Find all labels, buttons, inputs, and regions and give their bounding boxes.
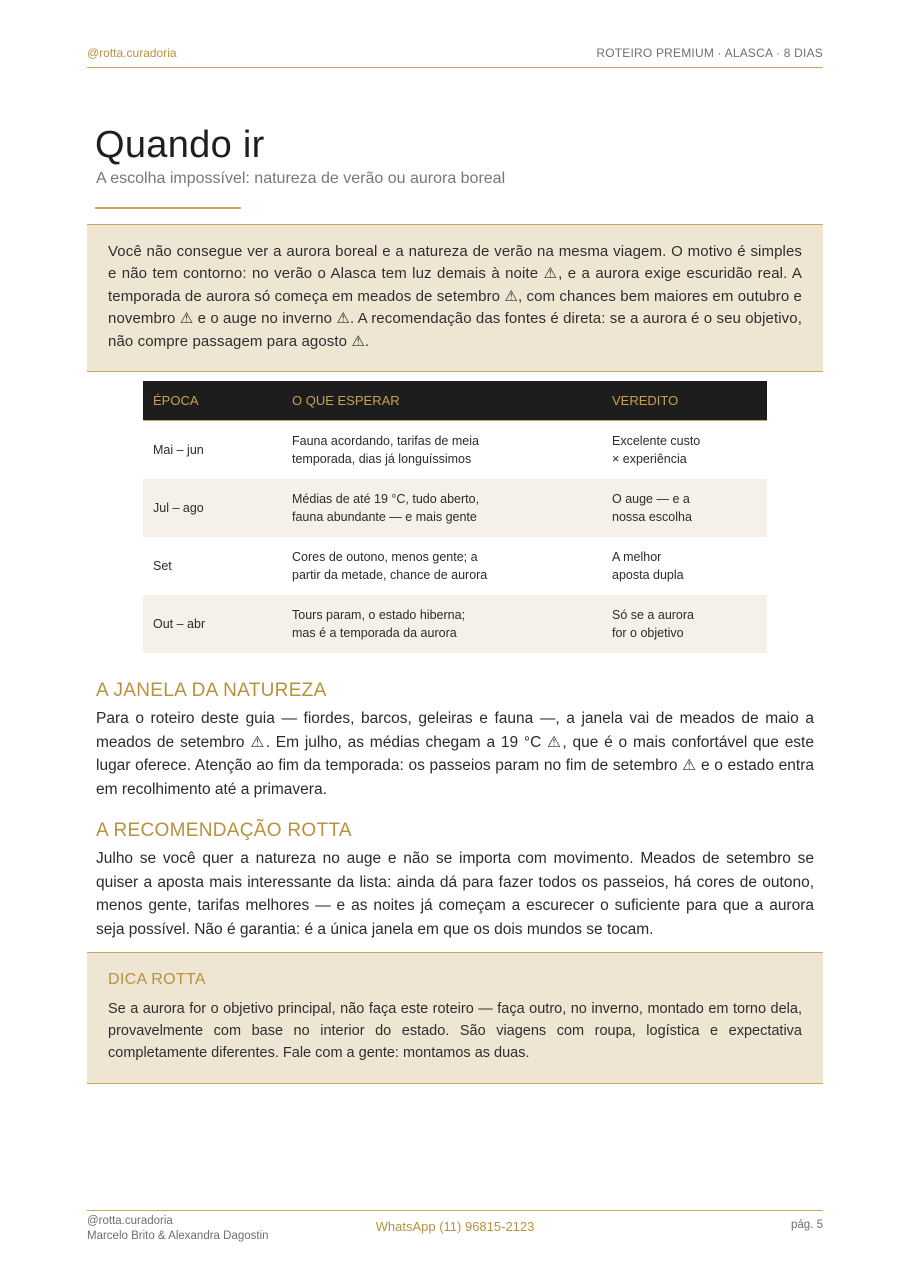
table-header-row [143,381,767,421]
cell-line: Médias de até 19 °C, tudo aberto, [292,491,480,506]
page-title: Quando ir [95,124,265,166]
section-heading-recomendacao: A RECOMENDAÇÃO ROTTA [96,820,352,841]
column-header-epoca: ÉPOCA [143,381,282,421]
cell-line: Fauna acordando, tarifas de meia [292,433,479,448]
column-header-veredito: VEREDITO [602,381,767,421]
cell-line: Tours param, o estado hiberna; [292,607,466,622]
cell-line: Cores de outono, menos gente; a [292,549,478,564]
season-table [143,381,767,653]
cell-epoca: Mai – jun [153,442,204,457]
page-subtitle: A escolha impossível: natureza de verão ou aurora boreal [96,170,506,187]
footer-brand: @rotta.curadoria [87,1215,173,1227]
page-header [87,46,823,68]
section-heading-janela: A JANELA DA NATUREZA [96,680,327,701]
cell-esperar [282,595,602,653]
header-doc-title: ROTEIRO PREMIUM · ALASCA · 8 DIAS [596,46,823,60]
cell-line: temporada, dias já longuíssimos [292,452,472,466]
cell-line: Excelente custo [612,433,701,448]
header-brand: @rotta.curadoria [87,46,177,60]
title-divider [95,207,241,209]
column-header-esperar: O QUE ESPERAR [282,381,602,421]
footer-authors: Marcelo Brito & Alexandra Dagostin [87,1229,269,1242]
intro-box [87,224,823,372]
cell-veredito [602,537,767,595]
cell-esperar [282,537,602,595]
cell-line: O auge — e a [612,491,690,506]
cell-veredito [602,595,767,653]
intro-text: Você não consegue ver a aurora boreal e a natureza de verão na mesma viagem. O motivo é simples e não tem contorno: no verão o Alasca tem luz demais à noite ⚠, e a aurora exige escuridão real. A temporada de aurora só começa em meados de setembro ⚠, com chances bem maiores em outubro e novembro ⚠ e o auge no inverno ⚠. A recomendação das fontes é direta: se a aurora é o seu objetivo, não compre passagem para agosto ⚠. [108,243,802,350]
tip-text: Se a aurora for o objetivo principal, não faça este roteiro — faça outro, no inverno, montado em torno dela, provavelmente com base no interior do estado. São viagens com roupa, logística e expectativa completamente diferentes. Fale com a gente: montamos as duas. [108,1001,802,1061]
cell-line: aposta dupla [612,568,684,582]
cell-veredito [602,479,767,537]
cell-epoca: Jul – ago [143,479,282,537]
cell-line: × experiência [612,452,687,466]
section-text-janela: Para o roteiro deste guia — fiordes, barcos, geleiras e fauna —, a janela vai de meados de maio a meados de setembro ⚠. Em julho, as médias chegam a 19 °C ⚠, que é o mais confortável que este lugar oferece. Atenção ao fim da temporada: os passeios param no fim de setembro ⚠ e o estado entra em recolhimento até a primavera. [96,710,814,798]
page-number: pág. 5 [791,1219,823,1231]
cell-line: fauna abundante — e mais gente [292,510,477,524]
tip-heading: DICA ROTTA [108,971,206,988]
cell-line: A melhor [612,549,662,564]
table-row [143,595,767,653]
cell-line: nossa escolha [612,510,692,524]
cell-veredito [602,421,767,480]
page-footer [87,1210,823,1243]
cell-epoca: Set [153,558,172,573]
cell-line: mas é a temporada da aurora [292,626,457,640]
footer-whatsapp[interactable]: WhatsApp (11) 96815-2123 [375,1219,535,1234]
cell-line: partir da metade, chance de aurora [292,568,488,582]
section-text-recomendacao: Julho se você quer a natureza no auge e não se importa com movimento. Meados de setembro se quiser a aposta mais interessante da lista: ainda dá para fazer todos os passeios, há cores de outono, menos gente, tarifas melhores — e as noites já começam a escurecer o suficiente para que a aurora seja possível. Não é garantia: é a única janela em que os dois mundos se tocam. [96,850,814,938]
cell-epoca: Out – abr [143,595,282,653]
table-row [143,479,767,537]
cell-line: for o objetivo [612,626,684,640]
cell-line: Só se a aurora [612,607,694,622]
tip-box [87,952,823,1084]
cell-esperar [282,421,602,480]
table-row [143,537,767,595]
table-row [143,421,767,480]
cell-esperar [282,479,602,537]
